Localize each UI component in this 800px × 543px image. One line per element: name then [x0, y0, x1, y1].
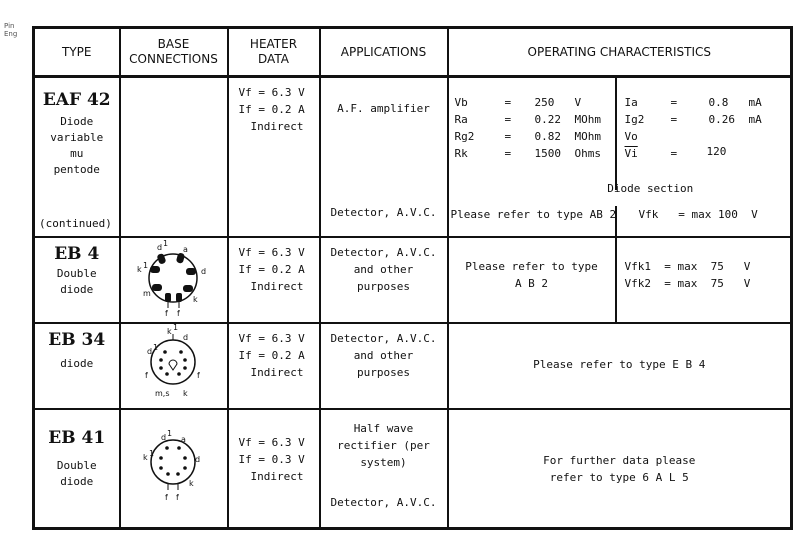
header-row: [34, 28, 792, 77]
corner-mark: Pin Eng: [4, 22, 18, 38]
svg-text:k: k: [192, 294, 198, 304]
applications-cell: Detector, A.V.C. and other purposes: [320, 323, 448, 409]
svg-text:1: 1: [172, 323, 178, 332]
base-connections-cell: [120, 323, 228, 409]
svg-text:k: k: [142, 452, 148, 462]
type-cell-eaf42: [34, 77, 120, 237]
heater-cell: Vf = 6.3 V If = 0.2 A Indirect: [228, 237, 320, 323]
svg-text:d: d: [160, 432, 166, 442]
refer-text: Please refer to type AB 2: [450, 208, 617, 221]
svg-text:1: 1: [152, 342, 158, 352]
svg-text:a: a: [180, 434, 186, 444]
operating-cell: Please refer to type A B 2 Vfk1 = max 75 V Vfk2 = max 75 V: [448, 237, 792, 323]
table-row: [34, 77, 792, 237]
header-base-connections: BASE CONNECTIONS: [120, 28, 228, 77]
header-applications: APPLICATIONS: [320, 28, 448, 77]
svg-text:f: f: [144, 370, 148, 380]
svg-text:k: k: [136, 264, 142, 274]
column-divider: [615, 78, 617, 190]
svg-text:f: f: [196, 370, 200, 380]
svg-text:1: 1: [162, 238, 168, 248]
diode-section-label: Diode section: [607, 182, 694, 195]
table-row: [34, 323, 792, 409]
operating-cell: Vb = 250 V Ra = 0.22 MOhm Rg2 = 0.82 MOhm Rk = 1500 Ohms Ia = 0.8 mA Ig2 = 0.26 mA Vo $\overline{Vi}$ = 120 Diode section Please refer to type AB 2 Vfk = max 100 V: [448, 77, 792, 237]
applications-cell: Half wave rectifier (per system) Detector, A.V.C.: [320, 409, 448, 529]
refer-text: For further data please refer to type 6 A L 5: [543, 453, 696, 484]
type-cell-eb34: EB 34 diode: [34, 323, 120, 409]
operating-cell: [448, 323, 792, 409]
vfk-text: Vfk = max 100 V: [638, 208, 758, 221]
svg-text:1: 1: [142, 260, 148, 270]
svg-text:k: k: [166, 326, 172, 336]
pin-diagram-eb34-icon: [121, 324, 225, 404]
base-connections-cell: [120, 237, 228, 323]
svg-text:k: k: [188, 478, 194, 488]
svg-text:k: k: [182, 388, 188, 398]
svg-text:f: f: [175, 492, 179, 502]
header-operating-characteristics: OPERATING CHARACTERISTICS: [448, 28, 792, 77]
heater-cell: Vf = 6.3 V If = 0.2 A Indirect: [228, 323, 320, 409]
svg-text:d: d: [194, 454, 200, 464]
svg-text:f: f: [176, 308, 180, 318]
base-connections-cell: [120, 77, 228, 237]
svg-text:m: m: [142, 288, 151, 298]
svg-text:f: f: [164, 492, 168, 502]
svg-text:d: d: [182, 332, 188, 342]
type-description: Diode variable mu pentode: [50, 115, 104, 176]
header-heater-data: HEATER DATA: [228, 28, 320, 77]
base-connections-cell: [120, 409, 228, 529]
svg-text:f: f: [164, 308, 168, 318]
pin-diagram-eb4-icon: [121, 238, 225, 318]
operating-cell: [448, 409, 792, 529]
heater-cell: Vf = 6.3 V If = 0.3 V Indirect: [228, 409, 320, 529]
table-row: [34, 409, 792, 529]
type-cell-eb4: EB 4 Double diode: [34, 237, 120, 323]
svg-text:d: d: [146, 346, 152, 356]
svg-text:1: 1: [166, 428, 172, 438]
type-name: EAF 42: [42, 90, 111, 110]
type-cell-eb41: EB 41 Double diode: [34, 409, 120, 529]
continued-label: (continued): [39, 216, 112, 230]
svg-text:d: d: [200, 266, 206, 276]
applications-cell: A.F. amplifier Detector, A.V.C.: [320, 77, 448, 237]
svg-text:d: d: [156, 242, 162, 252]
svg-text:m,s: m,s: [154, 388, 170, 398]
applications-cell: Detector, A.V.C. and other purposes: [320, 237, 448, 323]
header-type: TYPE: [34, 28, 120, 77]
valve-data-table: [32, 26, 793, 530]
table-row: [34, 237, 792, 323]
svg-text:a: a: [182, 244, 188, 254]
heater-cell: Vf = 6.3 V If = 0.2 A Indirect: [228, 77, 320, 237]
pin-diagram-eb41-icon: [121, 410, 225, 520]
column-divider: [615, 238, 617, 322]
svg-text:1: 1: [148, 448, 154, 458]
refer-text: Please refer to type E B 4: [533, 357, 706, 371]
